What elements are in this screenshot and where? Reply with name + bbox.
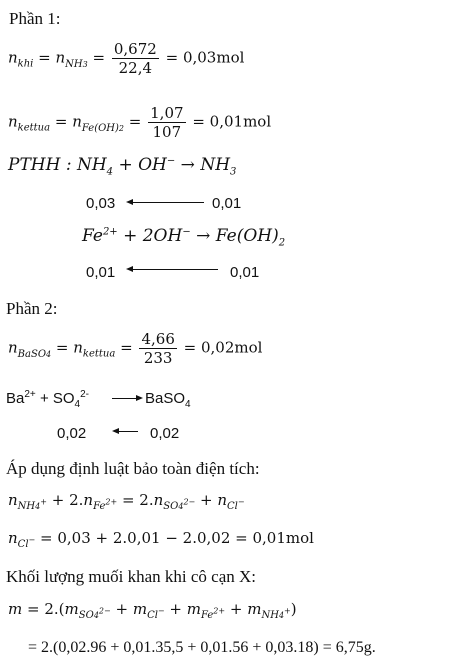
ratio1-left: 0,03 [86,195,116,212]
eq3-result: 0,02mol [201,338,263,357]
eq2-sub2: Fe(OH) [81,122,119,134]
ratio2-arrow-line [132,269,218,270]
ratio2-right: 0,01 [230,264,260,281]
eq2-numerator: 1,07 [150,104,184,122]
eq2-fraction [148,104,185,141]
part2-heading: Phần 2: [6,299,58,318]
pthh1-sub: 4 [106,166,114,178]
pthh2-c: Fe(OH) [215,226,279,246]
eq1-sub2b: 3 [82,59,88,69]
eq5-sup: − [28,535,36,545]
pthh2-b-sup: − [182,226,191,238]
mass-result: = 2.(0,02.96 + 0,01.35,5 + 0,01.56 + 0,03.18) = 6,75g. [28,639,376,656]
pthh1-right: NH [200,155,231,175]
eq3-fraction [139,330,176,367]
so4-charge: 2- [80,389,90,400]
part1-heading: Phần 1: [9,9,61,28]
equation-barium-sulfate-moles: $n_{BaSO4} = n_{kettua}$ = $\frac{4,66}{233}$ = 0,02mol [8,330,263,367]
eq2-n1: n [8,112,18,131]
ba-symbol: Ba [6,390,25,407]
ba-charge: 2+ [24,389,36,400]
equation-gas-moles: $n_{khi} = n_{NH3}$ = $\frac{0,672}{22,4}$ = 0,03mol [8,40,245,77]
eq2-n2: n [72,112,82,131]
eq1-numerator: 0,672 [113,40,157,58]
so4-sub: 4 [74,399,81,410]
eq5-sub: Cl [17,539,29,550]
eq3-denominator: 233 [139,348,176,367]
chloride-moles-equation [8,529,314,550]
eq5-n: n [8,529,18,547]
eq1-sub2: NH [65,58,83,70]
ba-arrowhead [136,395,143,401]
reaction-barium [6,389,90,410]
eq2-sub1: kettua [17,122,51,134]
eq3-numerator: 4,66 [141,330,175,348]
charge-balance-equation: $n_{NH4^+} + 2.n_{Fe^{2+}} = 2.n_{SO4^{2-}} + n_{Cl^-}$ [8,491,245,512]
eq3-sub2: kettua [82,348,116,360]
ratio1-right: 0,01 [212,195,242,212]
eq3-sub1: BaSO [17,348,47,360]
ratio2-left: 0,01 [86,264,116,281]
eq3-sub1b: 4 [46,349,52,359]
baso4-symbol: BaSO [145,390,186,407]
eq1-n2: n [55,48,66,67]
pthh2-a-sup: 2+ [102,226,118,238]
pthh2-c-sub: 2 [278,237,286,249]
pthh1-mid: + OH [113,155,167,175]
reaction-product [145,390,191,410]
reaction-ammonium [8,155,237,178]
eq2-sub2b: 2 [118,123,125,133]
pthh1-arrow: → [175,155,201,175]
eq1-n1: n [8,48,18,67]
ratio3-right: 0,02 [150,425,180,442]
reaction-iron [82,226,286,249]
mass-formula: $m = 2.(m_{SO4^{2-}} + m_{Cl^-} + m_{Fe^{2+}} + m_{NH4^+})$ [8,600,297,621]
so4-symbol: + SO [39,390,75,407]
eq3-n1: n [8,338,18,357]
pthh1-right-sub: 3 [230,166,237,178]
pthh2-a: Fe [82,226,103,246]
pthh2-b: + 2OH [117,226,183,246]
pthh1-label: PTHH : NH [8,155,107,175]
eq3-n2: n [73,338,83,357]
ratio3-left: 0,02 [57,425,87,442]
eq2-result: 0,01mol [209,112,272,131]
eq1-denominator: 22,4 [112,58,159,77]
eq5-rhs: = 0,03 + 2.0,01 − 2.0,02 = 0,01mol [35,529,314,547]
ratio1-arrow-line [132,202,204,203]
mass-heading: Khối lượng muối khan khi cô cạn X: [6,567,257,586]
eq1-sub1: khi [17,58,34,70]
ba-arrow-line [112,398,136,399]
eq1-result: 0,03mol [182,48,245,67]
pthh2-arrow: → [190,226,216,246]
eq2-denominator: 107 [148,122,185,141]
ratio3-arrow-line [118,431,138,432]
equation-precipitate-moles: $n_{kettua} = n_{Fe(OH)2}$ = $\frac{1,07}{107}$ = 0,01mol [8,104,272,141]
eq1-fraction [112,40,159,77]
pthh1-sup: − [166,155,176,167]
baso4-sub: 4 [185,399,191,410]
conservation-heading: Áp dụng định luật bảo toàn điện tích: [6,459,260,478]
